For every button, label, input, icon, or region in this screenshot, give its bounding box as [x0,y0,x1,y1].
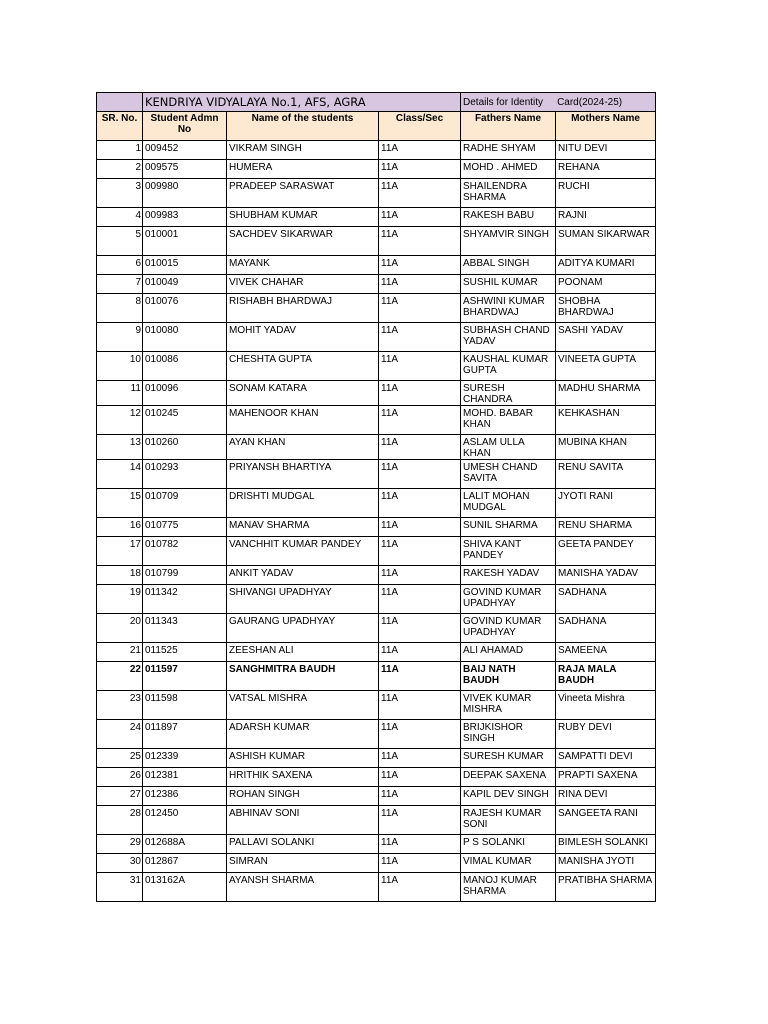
class-sec-cell: 11A [379,854,461,873]
sr-no-cell: 4 [97,208,143,227]
mother-name-cell: SADHANA [556,585,656,614]
sr-no-cell: 6 [97,256,143,275]
table-row [97,460,656,489]
student-name-cell: ASHISH KUMAR [227,749,379,768]
class-sec-cell: 11A [379,381,461,406]
col-header-name: Name of the students [227,112,379,141]
class-sec-cell: 11A [379,585,461,614]
student-name-cell: VANCHHIT KUMAR PANDEY [227,537,379,566]
student-name-cell: PRADEEP SARASWAT [227,179,379,208]
sr-no-cell: 8 [97,294,143,323]
student-name-cell: HUMERA [227,160,379,179]
table-row [97,381,656,406]
father-name-cell: DEEPAK SAXENA [461,768,556,787]
school-name: KENDRIYA VIDYALAYA No.1, AFS, AGRA [143,93,461,112]
father-name-cell: RADHE SHYAM [461,141,556,160]
class-sec-cell: 11A [379,691,461,720]
class-sec-cell: 11A [379,141,461,160]
sr-no-cell: 29 [97,835,143,854]
mother-name-cell: SAMEENA [556,643,656,662]
sr-no-cell: 3 [97,179,143,208]
class-sec-cell: 11A [379,435,461,460]
sr-no-cell: 10 [97,352,143,381]
student-name-cell: GAURANG UPADHYAY [227,614,379,643]
table-row [97,585,656,614]
student-name-cell: ANKIT YADAV [227,566,379,585]
sr-no-cell: 17 [97,537,143,566]
admn-no-cell: 012688A [143,835,227,854]
column-header-row [97,112,656,141]
class-sec-cell: 11A [379,352,461,381]
sr-no-cell: 11 [97,381,143,406]
class-sec-cell: 11A [379,787,461,806]
father-name-cell: UMESH CHAND SAVITA [461,460,556,489]
class-sec-cell: 11A [379,275,461,294]
class-sec-cell: 11A [379,460,461,489]
father-name-cell: GOVIND KUMAR UPADHYAY [461,585,556,614]
admn-no-cell: 010775 [143,518,227,537]
student-name-cell: MAYANK [227,256,379,275]
mother-name-cell: SANGEETA RANI [556,806,656,835]
father-name-cell: P S SOLANKI [461,835,556,854]
table-row [97,208,656,227]
sr-no-cell: 23 [97,691,143,720]
admn-no-cell: 009980 [143,179,227,208]
mother-name-cell: KEHKASHAN [556,406,656,435]
sr-no-cell: 15 [97,489,143,518]
mother-name-cell: MUBINA KHAN [556,435,656,460]
admn-no-cell: 010076 [143,294,227,323]
student-name-cell: ROHAN SINGH [227,787,379,806]
father-name-cell: SHYAMVIR SINGH [461,227,556,256]
sr-no-cell: 19 [97,585,143,614]
class-sec-cell: 11A [379,406,461,435]
mother-name-cell: RUCHI [556,179,656,208]
father-name-cell: BAIJ NATH BAUDH [461,662,556,691]
table-row [97,323,656,352]
admn-no-cell: 010015 [143,256,227,275]
student-name-cell: SHUBHAM KUMAR [227,208,379,227]
table-row [97,787,656,806]
table-row [97,294,656,323]
father-name-cell: VIMAL KUMAR [461,854,556,873]
sr-no-cell: 1 [97,141,143,160]
class-sec-cell: 11A [379,256,461,275]
father-name-cell: ALI AHAMAD [461,643,556,662]
sr-no-cell: 31 [97,873,143,902]
mother-name-cell: GEETA PANDEY [556,537,656,566]
col-header-mother: Mothers Name [556,112,656,141]
mother-name-cell: PRATIBHA SHARMA [556,873,656,902]
student-name-cell: AYAN KHAN [227,435,379,460]
class-sec-cell: 11A [379,489,461,518]
table-row [97,873,656,902]
sr-no-cell: 21 [97,643,143,662]
father-name-cell: RAKESH YADAV [461,566,556,585]
admn-no-cell: 010245 [143,406,227,435]
student-name-cell: RISHABH BHARDWAJ [227,294,379,323]
student-name-cell: MAHENOOR KHAN [227,406,379,435]
admn-no-cell: 013162A [143,873,227,902]
class-sec-cell: 11A [379,537,461,566]
mother-name-cell: PRAPTI SAXENA [556,768,656,787]
father-name-cell: KAUSHAL KUMAR GUPTA [461,352,556,381]
student-name-cell: PRIYANSH BHARTIYA [227,460,379,489]
col-header-sr: SR. No. [97,112,143,141]
mother-name-cell: MANISHA YADAV [556,566,656,585]
mother-name-cell: SAMPATTI DEVI [556,749,656,768]
student-name-cell: SACHDEV SIKARWAR [227,227,379,256]
sr-no-cell: 26 [97,768,143,787]
table-row [97,537,656,566]
father-name-cell: LALIT MOHAN MUDGAL [461,489,556,518]
father-name-cell: BRIJKISHOR SINGH [461,720,556,749]
admn-no-cell: 010001 [143,227,227,256]
father-name-cell: SURESH CHANDRA [461,381,556,406]
admn-no-cell: 011342 [143,585,227,614]
mother-name-cell: MANISHA JYOTI [556,854,656,873]
mother-name-cell: RINA DEVI [556,787,656,806]
admn-no-cell: 010049 [143,275,227,294]
class-sec-cell: 11A [379,208,461,227]
student-name-cell: ABHINAV SONI [227,806,379,835]
admn-no-cell: 012867 [143,854,227,873]
col-header-class: Class/Sec [379,112,461,141]
mother-name-cell: RUBY DEVI [556,720,656,749]
table-row [97,489,656,518]
sr-no-cell: 22 [97,662,143,691]
father-name-cell: MOHD . AHMED [461,160,556,179]
sr-no-cell: 30 [97,854,143,873]
mother-name-cell: Vineeta Mishra [556,691,656,720]
sr-no-cell: 24 [97,720,143,749]
admn-no-cell: 010080 [143,323,227,352]
class-sec-cell: 11A [379,179,461,208]
card-year-label: Card(2024-25) [557,96,623,108]
mother-name-cell: SASHI YADAV [556,323,656,352]
class-sec-cell: 11A [379,768,461,787]
mother-name-cell: ADITYA KUMARI [556,256,656,275]
title-blank-cell [97,93,143,112]
sr-no-cell: 13 [97,435,143,460]
admn-no-cell: 010096 [143,381,227,406]
class-sec-cell: 11A [379,643,461,662]
student-name-cell: MANAV SHARMA [227,518,379,537]
student-name-cell: VIKRAM SINGH [227,141,379,160]
table-row [97,518,656,537]
father-name-cell: GOVIND KUMAR UPADHYAY [461,614,556,643]
table-row [97,179,656,208]
class-sec-cell: 11A [379,294,461,323]
mother-name-cell: SUMAN SIKARWAR [556,227,656,256]
class-sec-cell: 11A [379,835,461,854]
father-name-cell: SHAILENDRA SHARMA [461,179,556,208]
class-sec-cell: 11A [379,806,461,835]
sr-no-cell: 27 [97,787,143,806]
mother-name-cell: RAJNI [556,208,656,227]
class-sec-cell: 11A [379,662,461,691]
table-row [97,227,656,256]
student-name-cell: VATSAL MISHRA [227,691,379,720]
admn-no-cell: 010782 [143,537,227,566]
student-name-cell: SANGHMITRA BAUDH [227,662,379,691]
table-row [97,566,656,585]
mother-name-cell: JYOTI RANI [556,489,656,518]
col-header-father: Fathers Name [461,112,556,141]
father-name-cell: MANOJ KUMAR SHARMA [461,873,556,902]
table-row [97,720,656,749]
admn-no-cell: 012450 [143,806,227,835]
admn-no-cell: 011897 [143,720,227,749]
admn-no-cell: 011598 [143,691,227,720]
father-name-cell: ASHWINI KUMAR BHARDWAJ [461,294,556,323]
sr-no-cell: 25 [97,749,143,768]
sr-no-cell: 12 [97,406,143,435]
mother-name-cell: POONAM [556,275,656,294]
father-name-cell: SUSHIL KUMAR [461,275,556,294]
mother-name-cell: REHANA [556,160,656,179]
student-name-cell: DRISHTI MUDGAL [227,489,379,518]
table-row [97,854,656,873]
card-details-title [461,93,656,112]
table-row [97,275,656,294]
admn-no-cell: 009983 [143,208,227,227]
student-name-cell: ADARSH KUMAR [227,720,379,749]
father-name-cell: KAPIL DEV SINGH [461,787,556,806]
col-header-admn: Student Admn No [143,112,227,141]
admn-no-cell: 010293 [143,460,227,489]
table-row [97,835,656,854]
sr-no-cell: 5 [97,227,143,256]
mother-name-cell: MADHU SHARMA [556,381,656,406]
student-name-cell: VIVEK CHAHAR [227,275,379,294]
mother-name-cell: SHOBHA BHARDWAJ [556,294,656,323]
admn-no-cell: 012381 [143,768,227,787]
student-name-cell: ZEESHAN ALI [227,643,379,662]
student-name-cell: SIMRAN [227,854,379,873]
table-row [97,643,656,662]
admn-no-cell: 010086 [143,352,227,381]
father-name-cell: SUNIL SHARMA [461,518,556,537]
admn-no-cell: 009452 [143,141,227,160]
class-sec-cell: 11A [379,160,461,179]
class-sec-cell: 11A [379,720,461,749]
father-name-cell: ABBAL SINGH [461,256,556,275]
sr-no-cell: 18 [97,566,143,585]
student-name-cell: SHIVANGI UPADHYAY [227,585,379,614]
admn-no-cell: 010260 [143,435,227,460]
father-name-cell: SURESH KUMAR [461,749,556,768]
father-name-cell: SUBHASH CHAND YADAV [461,323,556,352]
table-row [97,806,656,835]
admn-no-cell: 011597 [143,662,227,691]
father-name-cell: RAJESH KUMAR SONI [461,806,556,835]
mother-name-cell: RAJA MALA BAUDH [556,662,656,691]
details-label: Details for Identity [463,96,544,108]
student-name-cell: MOHIT YADAV [227,323,379,352]
father-name-cell: RAKESH BABU [461,208,556,227]
mother-name-cell: VINEETA GUPTA [556,352,656,381]
table-row [97,614,656,643]
admn-no-cell: 010799 [143,566,227,585]
sr-no-cell: 28 [97,806,143,835]
table-row [97,256,656,275]
sr-no-cell: 20 [97,614,143,643]
mother-name-cell: RENU SAVITA [556,460,656,489]
title-row [97,93,656,112]
table-row [97,160,656,179]
class-sec-cell: 11A [379,873,461,902]
table-row [97,352,656,381]
student-name-cell: CHESHTA GUPTA [227,352,379,381]
class-sec-cell: 11A [379,614,461,643]
mother-name-cell: NITU DEVI [556,141,656,160]
student-name-cell: HRITHIK SAXENA [227,768,379,787]
table-row [97,691,656,720]
class-sec-cell: 11A [379,227,461,256]
admn-no-cell: 012339 [143,749,227,768]
student-identity-table [96,92,656,902]
table-row [97,662,656,691]
father-name-cell: MOHD. BABAR KHAN [461,406,556,435]
student-name-cell: PALLAVI SOLANKI [227,835,379,854]
mother-name-cell: SADHANA [556,614,656,643]
admn-no-cell: 009575 [143,160,227,179]
sr-no-cell: 9 [97,323,143,352]
sr-no-cell: 2 [97,160,143,179]
class-sec-cell: 11A [379,323,461,352]
father-name-cell: VIVEK KUMAR MISHRA [461,691,556,720]
admn-no-cell: 010709 [143,489,227,518]
admn-no-cell: 012386 [143,787,227,806]
table-row [97,406,656,435]
father-name-cell: SHIVA KANT PANDEY [461,537,556,566]
class-sec-cell: 11A [379,749,461,768]
admn-no-cell: 011343 [143,614,227,643]
sr-no-cell: 14 [97,460,143,489]
class-sec-cell: 11A [379,518,461,537]
table-row [97,141,656,160]
admn-no-cell: 011525 [143,643,227,662]
table-row [97,435,656,460]
table-row [97,768,656,787]
table-row [97,749,656,768]
sr-no-cell: 16 [97,518,143,537]
student-name-cell: SONAM KATARA [227,381,379,406]
student-name-cell: AYANSH SHARMA [227,873,379,902]
mother-name-cell: BIMLESH SOLANKI [556,835,656,854]
mother-name-cell: RENU SHARMA [556,518,656,537]
class-sec-cell: 11A [379,566,461,585]
sr-no-cell: 7 [97,275,143,294]
father-name-cell: ASLAM ULLA KHAN [461,435,556,460]
